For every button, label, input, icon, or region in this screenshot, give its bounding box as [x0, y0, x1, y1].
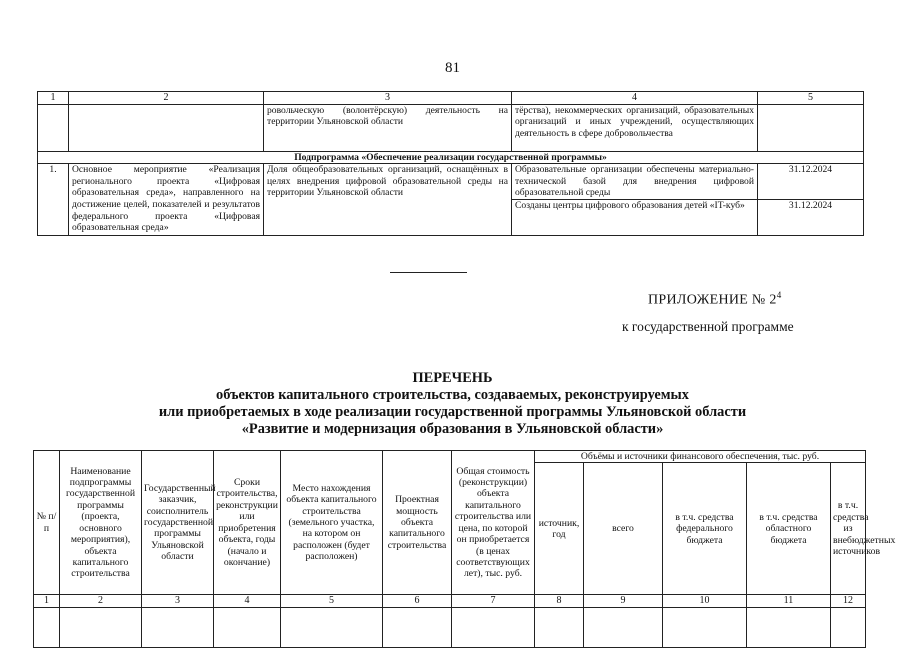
column-number: 10 — [663, 595, 747, 607]
col-header-terms: Сроки строительства, реконструкции или приобретения объекта, годы (начало и окончание) — [214, 451, 281, 595]
list-title: ПЕРЕЧЕНЬ — [412, 370, 493, 386]
measure-result-2: Созданы центры цифрового образования детей «IT-куб» — [512, 200, 758, 236]
measure-goal: Доля общеобразовательных организаций, оснащённых в целях внедрения цифровой образовательной среды на территории Ульяновской области — [264, 164, 512, 236]
table-row — [38, 164, 864, 200]
cell-continued-result: тёрства), некоммерческих организаций, образовательных организаций и иных учреждений, осуществляющих деятельность в сфере добровольчества — [512, 104, 758, 151]
appendix-superscript: 4 — [776, 290, 782, 300]
row-number: 1. — [38, 164, 69, 236]
capital-objects-table — [33, 450, 896, 648]
table-header-row — [38, 92, 864, 105]
appendix-title: ПРИЛОЖЕНИЕ № $2^4$ — [648, 290, 782, 308]
column-number: 7 — [452, 595, 535, 607]
cell-continued-goal: ровольческую (волонтёрскую) деятельность на территории Ульяновской области — [264, 104, 512, 151]
col-header-location: Место нахождения объекта капитального строительства (земельного участка, на котором он расположен (будет расположен) — [281, 451, 383, 595]
separator-line — [390, 272, 467, 273]
column-number: 9 — [584, 595, 663, 607]
table-row — [38, 104, 864, 151]
table-row — [34, 607, 866, 647]
column-numbers-row — [34, 595, 866, 607]
column-number: 8 — [535, 595, 584, 607]
column-number: 11 — [747, 595, 831, 607]
table-header-cell: 3 — [264, 92, 512, 105]
column-number: 12 — [831, 595, 866, 607]
col-header-extrabudget: в т.ч. средства из внебюджетных источников — [831, 463, 866, 595]
subprogram-title: Подпрограмма «Обеспечение реализации государственной программы» — [38, 151, 864, 164]
continuation-table — [37, 91, 864, 236]
table-header-cell: 5 — [758, 92, 864, 105]
col-header-regional: в т.ч. средства областного бюджета — [747, 463, 831, 595]
subprogram-row — [38, 151, 864, 164]
measure-date-2: 31.12.2024 — [758, 200, 864, 236]
column-number: 2 — [60, 595, 142, 607]
column-number: 6 — [383, 595, 452, 607]
col-header-total: всего — [584, 463, 663, 595]
column-number: 5 — [281, 595, 383, 607]
measure-date-1: 31.12.2024 — [758, 164, 864, 200]
table-header-cell: 4 — [512, 92, 758, 105]
col-header-source: источник, год — [535, 463, 584, 595]
column-number: 3 — [142, 595, 214, 607]
col-header-federal: в т.ч. средства федерального бюджета — [663, 463, 747, 595]
col-header-capacity: Проектная мощность объекта капитального строительства — [383, 451, 452, 595]
table-header-row — [34, 451, 866, 463]
col-header-funding: Объёмы и источники финансового обеспечения, тыс. руб. — [535, 451, 866, 463]
measure-result-1: Образовательные организации обеспечены материально-технической базой для внедрения цифровой образовательной среды — [512, 164, 758, 200]
page-number: 81 — [445, 60, 460, 76]
col-header-name: Наименование подпрограммы государственной программы (проекта, основного мероприятия), объекта капитального строительства — [60, 451, 142, 595]
list-title-line: объектов капитального строительства, создаваемых, реконструируемых — [216, 387, 689, 403]
measure-name: Основное мероприятие «Реализация регионального проекта «Цифровая образовательная среда», направленного на достижение целей, показателей и результатов федерального проекта «Цифровая образовательная среда» — [69, 164, 264, 236]
column-number: 4 — [214, 595, 281, 607]
table-header-cell: 1 — [38, 92, 69, 105]
col-header-cost: Общая стоимость (реконструкции) объекта капитального строительства или цена, по которой он приобретается (в ценах соответствующих лет), тыс. руб. — [452, 451, 535, 595]
list-title-line: или приобретаемых в ходе реализации государственной программы Ульяновской области — [158, 404, 747, 420]
col-header-customer: Государственный заказчик, соисполнитель государственной программы Ульяновской области — [142, 451, 214, 595]
column-number: 1 — [34, 595, 60, 607]
list-title-line: «Развитие и модернизация образования в Ульяновской области» — [241, 421, 664, 437]
table-header-cell: 2 — [69, 92, 264, 105]
col-header-number: № п/п — [34, 451, 60, 595]
appendix-subtitle: к государственной программе — [622, 319, 794, 334]
